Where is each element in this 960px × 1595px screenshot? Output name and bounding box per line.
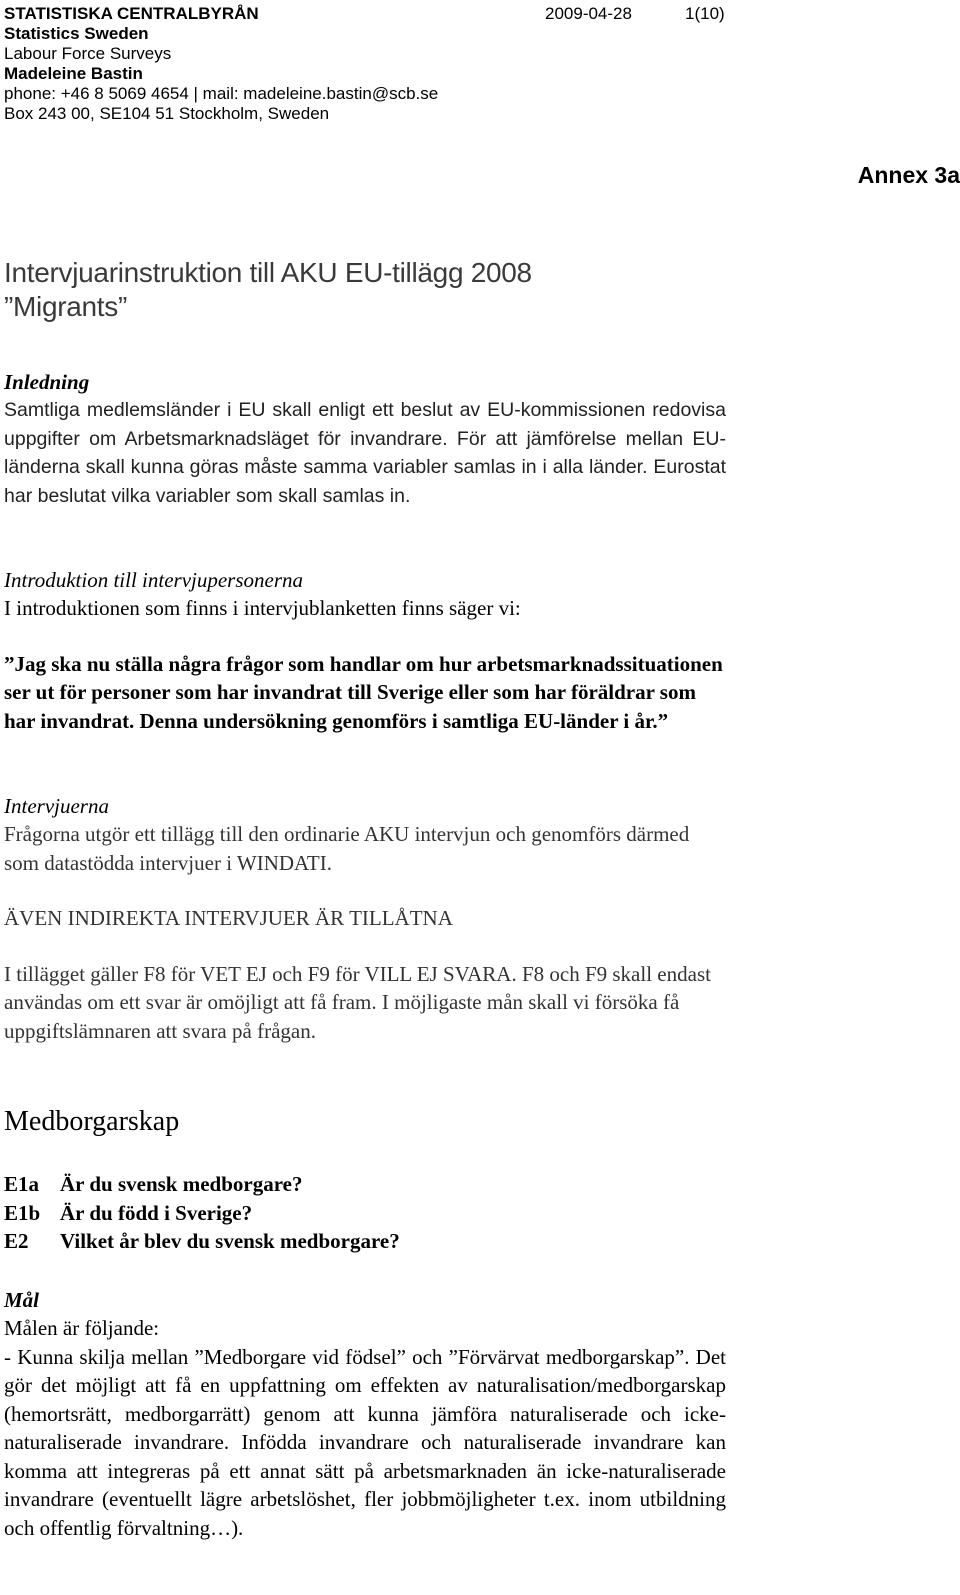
section-heading: Intervjuerna	[4, 794, 109, 818]
question-code: E1b	[4, 1200, 41, 1225]
org-english: Statistics Sweden	[4, 24, 149, 43]
section-paragraph: I introduktionen som finns i intervjublanketten finns säger vi:	[4, 596, 521, 620]
document-title	[4, 256, 532, 324]
question-item	[4, 1172, 726, 1201]
question-text: Vilket år blev du svensk medborgare?	[60, 1229, 400, 1253]
question-item	[4, 1201, 726, 1230]
department: Labour Force Surveys	[4, 44, 172, 63]
question-item	[4, 1229, 726, 1258]
interview-quote: ”Jag ska nu ställa några frågor som handlar om hur arbetsmarknadssituationen ser ut för personer som har invandrat till Sverige eller som har föräldrar som har invandrat. Denna undersökning genomförs i samtliga EU-länder i år.”	[4, 651, 723, 733]
letterhead	[4, 4, 954, 124]
contact-info: phone: +46 8 5069 4654 | mail: madeleine.bastin@scb.se	[4, 84, 439, 103]
goals-text: - Kunna skilja mellan ”Medborgare vid födsel” och ”Förvärvat medborgarskap”. Det gör det möjligt att få en uppfattning om effekten av naturalisation/medborgarskap (hemortsrätt, medborgarrätt) genom att kunna jämföra naturaliserade och icke-naturaliserade invandrare. Infödda invandrare och naturaliserade invandrare kan komma att integreras på ett annat sätt på arbetsmarknaden än icke-naturaliserade invandrare (eventuellt lägre arbetslöshet, fler jobbmöjligheter t.ex. inom utbildning och offentlig förvaltning…).	[4, 1344, 726, 1540]
author-name: Madeleine Bastin	[4, 64, 143, 83]
question-code: E1a	[4, 1172, 40, 1196]
question-code: E2	[4, 1229, 29, 1253]
indirect-interviews-note: ÄVEN INDIREKTA INTERVJUER ÄR TILLÅTNA	[4, 906, 453, 930]
document-date: 2009-04-28	[545, 4, 632, 23]
section-paragraph: Frågorna utgör ett tillägg till den ordinarie AKU intervjun och genomförs därmed som datastödda intervjuer i WINDATI.	[4, 822, 690, 875]
section-heading: Mål	[4, 1288, 40, 1312]
supplement-note: I tillägget gäller F8 för VET EJ och F9 för VILL EJ SVARA. F8 och F9 skall endast användas om ett svar är omöjligt att få fram. I möjligaste mån skall vi försöka få uppgiftslämnaren att svara på frågan.	[4, 961, 711, 1043]
title-line-2: ”Migrants”	[4, 291, 128, 322]
postal-address: Box 243 00, SE104 51 Stockholm, Sweden	[4, 104, 330, 123]
section-paragraph: Samtliga medlemsländer i EU skall enligt ett beslut av EU-kommissionen redovisa uppgifter om Arbetsmarknadsläget för invandrare. För att jämförelse mellan EU-länderna skall kunna göras måste samma variabler samlas in i alla länder. Eurostat har beslutat vilka variabler som skall samlas in.	[4, 399, 726, 507]
title-line-1: Intervjuarinstruktion till AKU EU-tillägg 2008	[4, 257, 532, 288]
question-text: Är du svensk medborgare?	[60, 1172, 303, 1196]
section-title-medborgarskap: Medborgarskap	[4, 1106, 180, 1137]
section-introduktion	[4, 566, 726, 735]
section-inledning	[4, 368, 726, 510]
goals-intro: Målen är följande:	[4, 1316, 160, 1340]
question-list	[4, 1172, 726, 1258]
question-text: Är du född i Sverige?	[60, 1200, 253, 1225]
section-mal	[4, 1286, 726, 1542]
section-heading: Inledning	[4, 370, 90, 394]
section-intervjuerna	[4, 792, 726, 1045]
annex-label: Annex 3a	[857, 162, 960, 188]
page-info: 1(10)	[685, 4, 725, 23]
org-swedish: STATISTISKA CENTRALBYRÅN	[4, 4, 259, 23]
section-heading: Introduktion till intervjupersonerna	[4, 568, 304, 592]
